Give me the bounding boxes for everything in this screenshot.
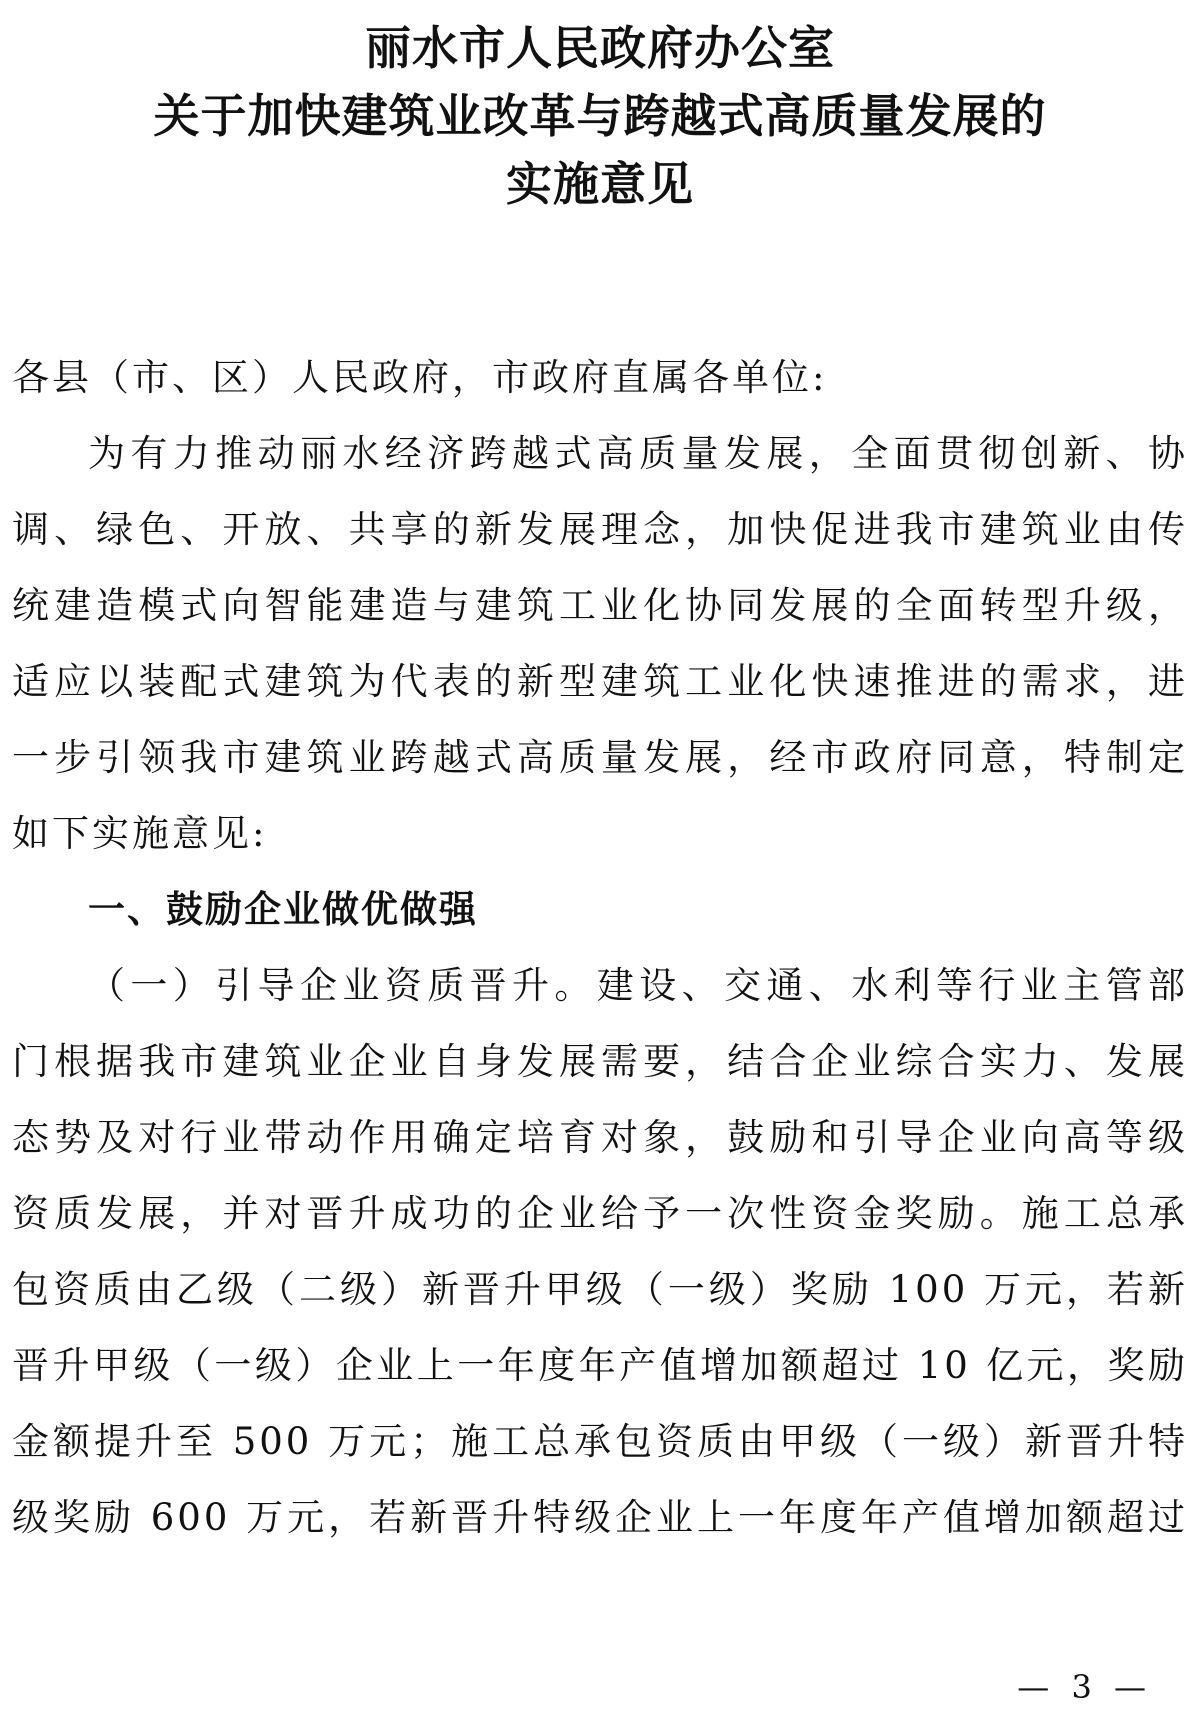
paragraph-line: 资质发展，并对晋升成功的企业给予一次性资金奖励。施工总承: [12, 1192, 1188, 1235]
paragraph-1: [12, 416, 1188, 872]
paragraph-line: 一步引领我市建筑业跨越式高质量发展，经市政府同意，特制定: [12, 736, 1188, 779]
paragraph-2: [12, 948, 1188, 1556]
paragraph-line: 金额提升至 500 万元；施工总承包资质由甲级（一级）新晋升特: [12, 1420, 1188, 1463]
document-body: [12, 340, 1188, 1556]
title-line-2: 关于加快建筑业改革与跨越式高质量发展的: [153, 89, 1047, 143]
paragraph-line: 调、绿色、开放、共享的新发展理念，加快促进我市建筑业由传: [12, 508, 1188, 551]
paragraph-line: 门根据我市建筑业企业自身发展需要，结合企业综合实力、发展: [12, 1040, 1188, 1083]
paragraph-line: 级奖励 600 万元，若新晋升特级企业上一年度年产值增加额超过: [12, 1496, 1188, 1539]
paragraph-line: （一）引导企业资质晋升。建设、交通、水利等行业主管部: [88, 964, 1188, 1007]
paragraph-line: 为有力推动丽水经济跨越式高质量发展，全面贯彻创新、协: [88, 432, 1188, 475]
title-line-3: 实施意见: [506, 157, 694, 211]
paragraph-line: 包资质由乙级（二级）新晋升甲级（一级）奖励 100 万元，若新: [12, 1268, 1188, 1311]
paragraph-line: 统建造模式向智能建造与建筑工业化协同发展的全面转型升级，: [12, 584, 1188, 627]
paragraph-line: 态势及对行业带动作用确定培育对象，鼓励和引导企业向高等级: [12, 1116, 1188, 1159]
title-line-1: 丽水市人民政府办公室: [365, 21, 835, 75]
addressee: 各县（市、区）人民政府，市政府直属各单位:: [12, 356, 828, 399]
page-number: — 3 —: [1017, 1668, 1152, 1706]
document-title: [0, 14, 1200, 218]
paragraph-line: 晋升甲级（一级）企业上一年度年产值增加额超过 10 亿元，奖励: [12, 1344, 1188, 1387]
section-heading: 一、鼓励企业做优做强: [88, 888, 478, 931]
paragraph-line: 如下实施意见:: [12, 812, 268, 855]
paragraph-line: 适应以装配式建筑为代表的新型建筑工业化快速推进的需求，进: [12, 660, 1188, 703]
